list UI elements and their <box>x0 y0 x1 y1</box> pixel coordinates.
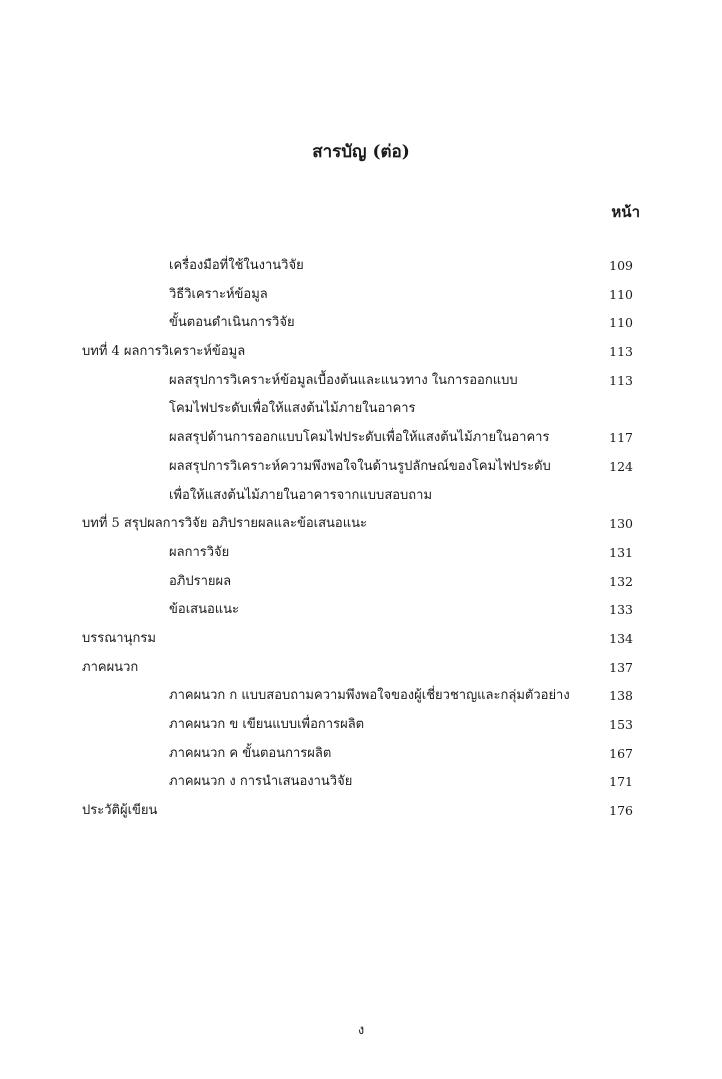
toc-section-entry <box>82 596 635 625</box>
toc-section-entry <box>82 367 635 396</box>
toc-section-entry <box>82 682 635 711</box>
toc-entry-page-number: 110 <box>609 315 633 331</box>
toc-entry-title: ภาคผนวก ก แบบสอบถามความพึงพอใจของผู้เชี่ยวชาญและกลุ่มตัวอย่าง <box>169 688 570 704</box>
toc-entry-title: ประวัติผู้เขียน <box>82 803 158 819</box>
toc-section-entry <box>82 539 635 568</box>
toc-entry-page-number: 132 <box>609 573 633 589</box>
toc-entry-title: บรรณานุกรม <box>82 630 156 646</box>
toc-entry-title: อภิปรายผล <box>169 573 232 589</box>
toc-section-entry <box>82 252 635 281</box>
toc-entry-title: บทที่ 5 สรุปผลการวิจัย อภิปรายผลและข้อเสนอแนะ <box>82 516 367 532</box>
toc-entry-page-number: 167 <box>609 745 633 761</box>
toc-entry-page-number: 110 <box>609 286 633 302</box>
toc-chapter-entry <box>82 510 635 539</box>
toc-section-entry <box>82 281 635 310</box>
toc-entry-page-number: 117 <box>609 430 633 446</box>
toc-chapter-entry <box>82 797 635 826</box>
toc-entry-page-number: 153 <box>609 717 633 732</box>
toc-entry-page-number: 124 <box>609 458 633 474</box>
toc-entry-title: วิธีวิเคราะห์ข้อมูล <box>169 286 268 302</box>
page-title: สารบัญ (ต่อ) <box>312 142 410 162</box>
toc-section-entry <box>82 453 635 482</box>
toc-chapter-entry <box>82 625 635 654</box>
toc-chapter-entry <box>82 338 635 367</box>
toc-section-entry <box>82 768 635 797</box>
page-column-header: หน้า <box>611 203 640 221</box>
toc-entry-title: บทที่ 4 ผลการวิเคราะห์ข้อมูล <box>82 344 246 360</box>
toc-entry-page-number: 133 <box>609 602 633 618</box>
toc-entry-page-number: 137 <box>609 659 633 675</box>
toc-entry-title: ขั้นตอนดำเนินการวิจัย <box>169 315 295 331</box>
toc-section-entry <box>82 309 635 338</box>
footer-page-number: ง <box>357 1023 365 1038</box>
toc-entry-page-number: 113 <box>609 344 633 360</box>
toc-entry-page-number: 109 <box>609 258 633 273</box>
toc-entry-title: ผลการวิจัย <box>169 544 230 560</box>
toc-entry-title: ผลสรุปการวิเคราะห์ความพึงพอใจในด้านรูปลักษณ์ของโคมไฟประดับ <box>169 458 551 474</box>
toc-entry-title: ผลสรุปการวิเคราะห์ข้อมูลเบื้องต้นและแนวทาง ในการออกแบบ <box>169 372 518 388</box>
toc-entry-page-number: 171 <box>609 774 633 790</box>
toc-entry-title: โคมไฟประดับเพื่อให้แสงต้นไม้ภายในอาคาร <box>169 401 416 417</box>
toc-chapter-entry <box>82 654 635 683</box>
toc-entry-title: เพื่อให้แสงต้นไม้ภายในอาคารจากแบบสอบถาม <box>169 487 433 503</box>
toc-entry-title: ผลสรุปด้านการออกแบบโคมไฟประดับเพื่อให้แสงต้นไม้ภายในอาคาร <box>169 430 550 446</box>
toc-section-entry <box>82 424 635 453</box>
toc-section-entry <box>82 711 635 740</box>
toc-entry-page-number: 130 <box>609 516 633 532</box>
toc-entry-title: ภาคผนวก ค ขั้นตอนการผลิต <box>169 745 332 761</box>
toc-section-entry <box>82 740 635 769</box>
toc-section-entry <box>82 395 635 424</box>
toc-entry-page-number: 176 <box>609 803 633 819</box>
toc-entry-page-number: 113 <box>609 372 633 388</box>
toc-entry-page-number: 138 <box>609 688 633 704</box>
toc-entry-title: ภาคผนวก ข เขียนแบบเพื่อการผลิต <box>169 717 365 732</box>
toc-entry-title: ภาคผนวก <box>82 659 139 675</box>
toc-entry-title: เครื่องมือที่ใช้ในงานวิจัย <box>169 258 304 273</box>
table-of-contents <box>82 252 635 826</box>
toc-entry-page-number: 134 <box>609 630 633 646</box>
toc-section-entry <box>82 482 635 511</box>
toc-entry-page-number: 131 <box>609 544 633 560</box>
toc-entry-title: ข้อเสนอแนะ <box>169 602 240 618</box>
toc-section-entry <box>82 568 635 597</box>
toc-entry-title: ภาคผนวก ง การนำเสนองานวิจัย <box>169 774 353 790</box>
